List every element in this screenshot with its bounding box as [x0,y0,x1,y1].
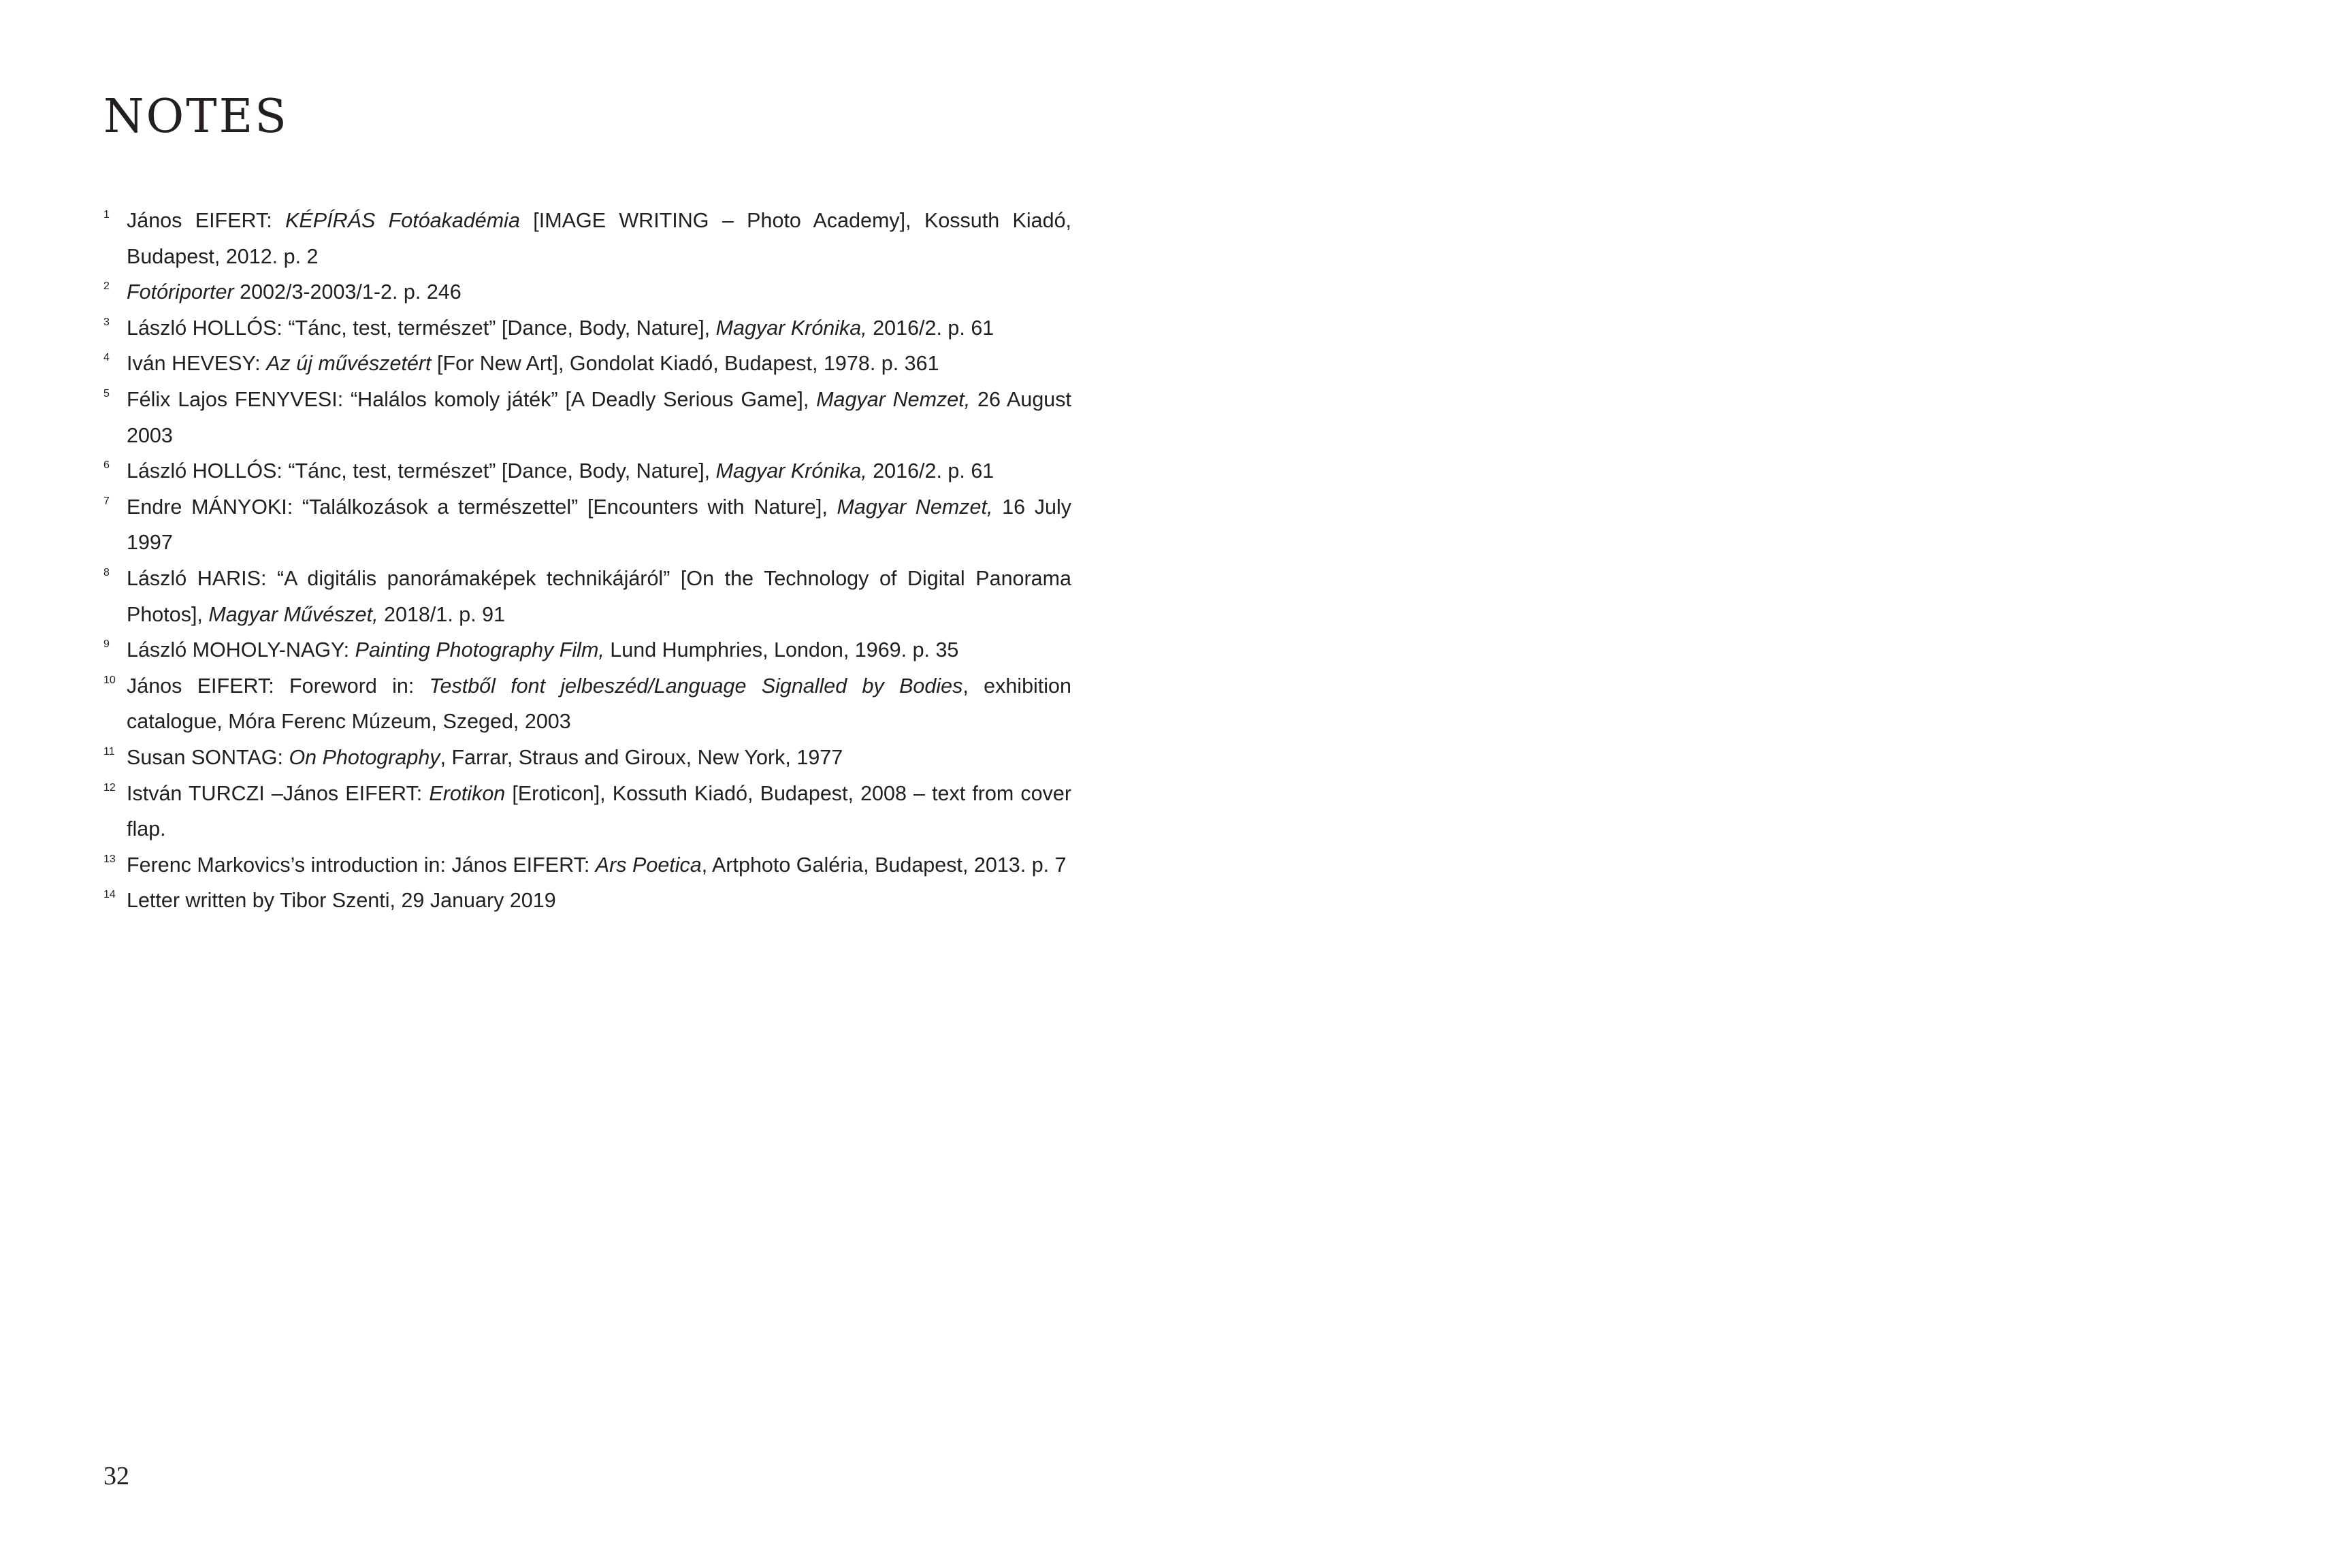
footnote-text-segment: 2018/1. p. 91 [378,602,506,626]
footnote-text [127,495,1071,555]
footnote-7 [103,489,1071,561]
notes-list [103,203,1071,919]
footnote-text-segment: Lund Humphries, London, 1969. p. 35 [604,638,959,662]
footnote-number: 11 [103,745,115,757]
footnote-text-segment: [IMAGE WRITING – Photo Academy], Kossuth Kiadó, Budapest, 2012. p. 2 [127,209,1072,268]
footnote-text-segment: Endre MÁNYOKI: “Találkozások a természettel” [Encounters with Nature], [127,495,837,519]
footnote-number: 2 [103,280,110,293]
footnote-text-segment: Félix Lajos FENYVESI: “Halálos komoly játék” [A Deadly Serious Game], [127,387,817,411]
footnote-6 [103,453,1071,489]
footnote-text [127,280,461,304]
footnote-title-italic: Az új művészetért [266,352,432,376]
footnote-text-segment: , Artphoto Galéria, Budapest, 2013. p. 7 [701,853,1067,877]
footnote-10 [103,668,1071,740]
footnote-text-segment: László HARIS: “A digitális panorámaképek technikájáról” [On the Technology of Digital Panorama Photos], [127,566,1071,626]
footnote-3 [103,310,1071,346]
footnote-2 [103,274,1071,310]
footnote-14 [103,883,1071,919]
footnote-title-italic: Ars Poetica [595,853,702,877]
footnote-text-segment: János EIFERT: [127,209,286,232]
footnote-number: 9 [103,638,110,651]
footnote-text-segment: László MOHOLY-NAGY: [127,638,355,662]
footnote-text-segment: 2016/2. p. 61 [867,316,994,340]
footnote-text [127,782,1071,841]
footnote-text-segment: Ferenc Markovics’s introduction in: János EIFERT: [127,853,596,877]
footnote-text-segment: , Farrar, Straus and Giroux, New York, 1977 [440,745,843,769]
footnote-text [127,638,958,662]
footnote-text-segment: 2016/2. p. 61 [867,459,994,483]
page-number: 32 [103,1462,129,1490]
footnote-number: 10 [103,674,116,686]
footnote-title-italic: KÉPÍRÁS Fotóakadémia [285,209,520,232]
footnote-text-segment: Susan SONTAG: [127,745,289,769]
footnote-text [127,853,1067,877]
footnote-text [127,567,1071,626]
footnote-text-segment: István TURCZI –János EIFERT: [127,781,430,805]
footnote-text [127,388,1071,447]
footnote-text-segment: 26 August 2003 [127,387,1071,447]
footnote-number: 5 [103,387,110,399]
footnote-text-segment: Letter written by Tibor Szenti, 29 January 2019 [127,889,556,913]
footnote-number: 6 [103,459,110,472]
footnote-text-segment: [Eroticon], Kossuth Kiadó, Budapest, 2008 – text from cover flap. [127,781,1072,841]
footnote-text [127,674,1071,734]
footnote-title-italic: On Photography [289,745,440,769]
footnote-text-segment: 2002/3-2003/1-2. p. 246 [233,280,461,304]
footnote-text [127,459,994,483]
footnote-title-italic: Fotóriporter [127,280,234,304]
footnote-text-segment: [For New Art], Gondolat Kiadó, Budapest, 1978. p. 361 [431,352,939,376]
footnote-text [127,316,994,340]
footnote-8 [103,561,1071,632]
footnote-number: 14 [103,889,116,901]
footnote-title-italic: Magyar Nemzet, [816,387,971,411]
page-title: NOTES [103,90,289,144]
footnote-13 [103,847,1071,883]
footnote-number: 8 [103,566,110,578]
footnote-text [127,209,1071,268]
footnote-title-italic: Erotikon [429,781,506,805]
footnote-text [127,746,843,769]
footnote-title-italic: Magyar Krónika, [715,316,867,340]
footnote-text [127,889,556,912]
footnote-text-segment: János EIFERT: Foreword in: [127,674,430,698]
footnote-12 [103,776,1071,847]
footnote-number: 12 [103,781,116,794]
footnote-4 [103,346,1071,382]
footnote-text-segment: Iván HEVESY: [127,352,267,376]
footnote-11 [103,740,1071,776]
footnote-title-italic: Painting Photography Film, [355,638,604,662]
footnote-text-segment: , exhibition catalogue, Móra Ferenc Múzeum, Szeged, 2003 [127,674,1071,734]
footnote-title-italic: Testből font jelbeszéd/Language Signalled by Bodies [429,674,963,698]
footnote-text-segment: László HOLLÓS: “Tánc, test, természet” [Dance, Body, Nature], [127,316,716,340]
footnote-9 [103,632,1071,668]
footnote-number: 4 [103,352,110,364]
footnote-text-segment: 16 July 1997 [127,495,1072,555]
footnote-title-italic: Magyar Művészet, [208,602,378,626]
footnote-text-segment: László HOLLÓS: “Tánc, test, természet” [Dance, Body, Nature], [127,459,716,483]
footnote-number: 13 [103,853,116,865]
footnote-5 [103,382,1071,453]
footnote-title-italic: Magyar Nemzet, [837,495,993,519]
footnote-number: 3 [103,316,110,328]
footnote-title-italic: Magyar Krónika, [715,459,867,483]
footnote-1 [103,203,1071,274]
footnote-number: 1 [103,209,110,220]
footnote-text [127,352,939,375]
footnote-number: 7 [103,495,110,507]
